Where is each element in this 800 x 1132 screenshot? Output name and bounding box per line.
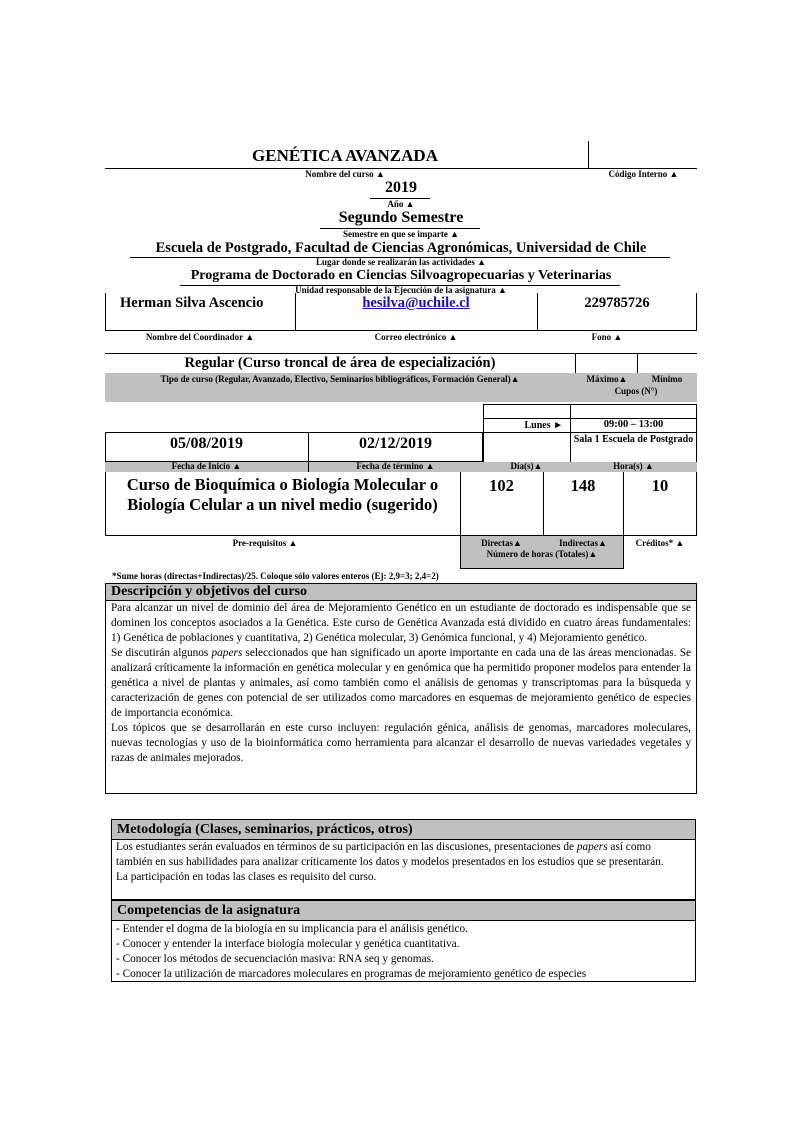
cupos-min-label: Mínimo: [651, 374, 683, 384]
direct-label: Directas▲: [481, 538, 522, 548]
type-div-2: [637, 353, 638, 373]
credits: 10: [651, 476, 669, 495]
hours-label: Hora(s) ▲: [613, 461, 654, 471]
competency-item: - Conocer la utilización de marcadores moleculares en programas de mejoramiento genético de especies: [116, 968, 587, 980]
end-date: 02/12/2019: [359, 435, 432, 452]
methodology-text-start: Los estudiantes serán evaluados en términos de su participación en las discusiones, presentaciones de: [116, 841, 577, 853]
semester-label: Semestre en que se imparte ▲: [343, 229, 459, 239]
description-p2-em: papers: [211, 647, 243, 659]
course-name: GENÉTICA AVANZADA: [252, 146, 438, 165]
hours-direct: 102: [489, 476, 514, 495]
coordinator-email[interactable]: hesilva@uchile.cl: [362, 295, 470, 311]
start-date: 05/08/2019: [170, 435, 243, 452]
coordinator-name-label: Nombre del Coordinador ▲: [145, 332, 255, 342]
competency-item: - Conocer y entender la interface biología molecular y genética cuantitativa.: [116, 938, 460, 950]
prereq-label: Pre-requisitos ▲: [232, 538, 298, 548]
competencies-list: [116, 922, 694, 982]
place-value: Escuela de Postgrado, Facultad de Ciencias Agronómicas, Universidad de Chile: [155, 240, 647, 256]
description-paragraph-1: Para alcanzar un nivel de dominio del área de Mejoramiento Genético en un estudiante de doctorado es indispensable que se dominen los conceptos asociados a la Genética. Este curso de Genética Avanzada está dividido en cuatro áreas fundamentales: 1) Genética de poblaciones y cuantitativa, 2) Genética molecular, 3) Genómica funcional, y 4) Mejoramiento genético.: [111, 602, 691, 644]
schedule-day: Lunes ►: [524, 420, 563, 431]
methodology-text-end: así como también en sus habilidades para analizar críticamente los datos y modelos presentados en los estudios que se presentarán. La participación en todas las clases es requisito del curso.: [116, 841, 664, 883]
unit-label: Unidad responsable de la Ejecución de la asignatura ▲: [295, 285, 507, 295]
start-date-label: Fecha de Inicio ▲: [171, 461, 242, 471]
description-paragraph-2: [111, 646, 691, 721]
cupos-max-label: Máximo▲: [586, 374, 628, 384]
competency-item: - Entender el dogma de la biología en su implicancia para el análisis genético.: [116, 923, 468, 935]
unit-value: Programa de Doctorado en Ciencias Silvoagropecuarias y Veterinarias: [190, 268, 612, 283]
hours-indirect: 148: [570, 476, 596, 495]
end-date-label: Fecha de término ▲: [356, 461, 435, 471]
description-paragraph-3: Los tópicos que se desarrollarán en este curso incluyen: regulación génica, análisis de genomas, marcadores moleculares, nuevas tecnologías y uso de la bioinformática como herramienta para alcanzar el desarrollo de nuevas variedades vegetales y razas de animales mejorados.: [111, 722, 691, 764]
coordinator-name: Herman Silva Ascencio: [120, 295, 264, 311]
methodology-text: [116, 840, 676, 885]
description-body: [111, 601, 691, 766]
internal-code-label: Código Interno ▲: [608, 169, 679, 179]
description-title: Descripción y objetivos del curso: [111, 584, 307, 599]
schedule-room: Sala 1 Escuela de Postgrado: [573, 434, 694, 445]
code-divider: [588, 141, 589, 169]
type-top-line: [105, 353, 697, 354]
description-p2-end: seleccionados que han significado un aporte importante en cada una de las áreas mencionadas. Se analizará críticamente la información en genética molecular y en genómica que ha permitido proponer modelos para entender la genética a nivel de plantas y animales, así como también como el análisis de genomas y transcriptomas para la búsqueda y caracterización de genes con potencial de ser utilizados como marcadores en esquemas de mejoramiento genético de especies de importancia económica.: [111, 647, 691, 719]
schedule-time: 09:00 – 13:00: [603, 419, 664, 430]
coordinator-email-wrap: [295, 295, 537, 312]
coordinator-phone-label: Fono ▲: [591, 332, 623, 342]
course-type-label: Tipo de curso (Regular, Avanzado, Electivo, Seminarios bibliográficos, Formación General)▲: [160, 374, 520, 384]
methodology-title: Metodología (Clases, seminarios, prácticos, otros): [117, 822, 413, 837]
coordinator-email-label: Correo electrónico ▲: [374, 332, 458, 342]
total-hours-label: Número de horas (Totales)▲: [486, 549, 598, 559]
competency-item: - Conocer los métodos de secuenciación masiva: RNA seq y genomas.: [116, 953, 434, 965]
indirect-label: Indirectas▲: [559, 538, 607, 548]
hours-shade-bottom: [460, 568, 624, 569]
description-p2-start: Se discutirán algunos: [111, 647, 212, 659]
course-name-label: Nombre del curso ▲: [305, 169, 385, 179]
year-value: 2019: [385, 179, 417, 196]
year-label: Año ▲: [387, 199, 415, 209]
course-type-value: Regular (Curso troncal de área de especialización): [184, 355, 496, 371]
credits-label: Créditos* ▲: [635, 538, 685, 548]
place-label: Lugar donde se realizarán las actividades ▲: [315, 257, 487, 267]
prereq-text: Curso de Bioquímica o Biología Molecular o Biología Celular a un nivel medio (sugerido): [126, 475, 439, 514]
days-label: Día(s)▲: [510, 461, 543, 471]
competencies-title: Competencias de la asignatura: [117, 903, 301, 918]
cupos-label: Cupos (N°): [614, 386, 658, 396]
coordinator-phone: 229785726: [584, 295, 650, 311]
semester-value: Segundo Semestre: [338, 209, 464, 226]
competencies-header-line: [111, 920, 696, 921]
credits-footnote: *Sume horas (directas+Indirectas)/25. Coloque sólo valores enteros (Ej: 2,9=3; 2,4=2): [112, 571, 439, 581]
methodology-text-em: papers: [576, 841, 608, 853]
